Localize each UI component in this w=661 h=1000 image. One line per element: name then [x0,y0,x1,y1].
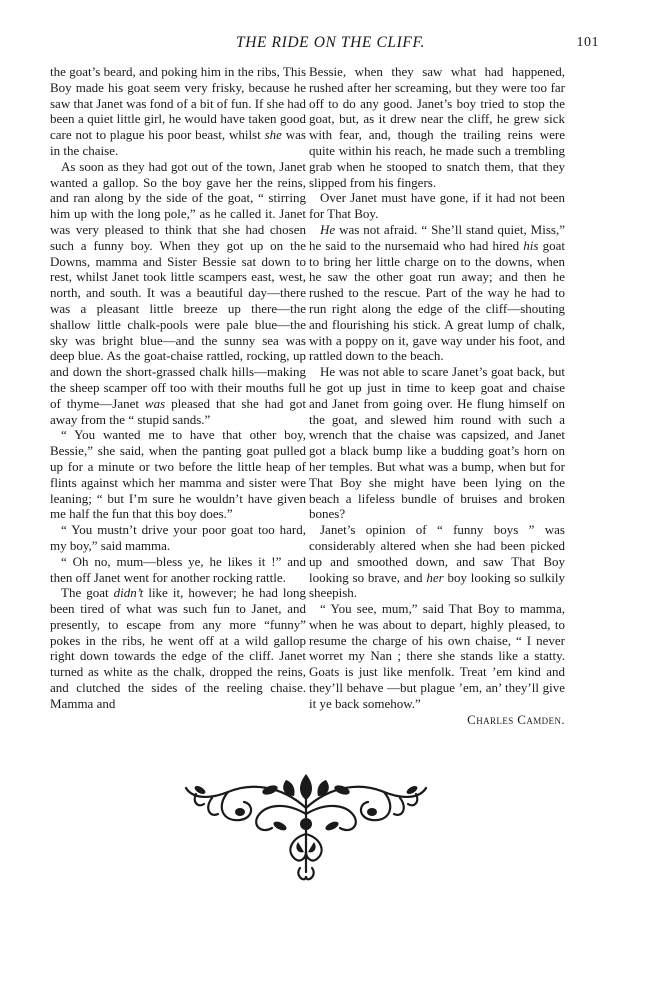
paragraph: “ Oh no, mum—bless ye, he likes it !” and then off Janet went for another rocking rattle. [50,553,306,585]
paragraph: The goat didn’t like it, however; he had long been tired of what was such fun to Janet, and presently, to escape from any more “funny” pokes in the ribs, he went off at a wild gallop right down towards the edge of the cliff. Janet turned as white as the chalk, dropped the reins, and clutched the sides of the reeling chaise. Mamma and [50,585,306,711]
paragraph: As soon as they had got out of the town, Janet wanted a gallop. So the boy gave her the reins, and ran along by the side of the goat, “ stirring him up with the long pole,” as he called it. Janet was very pleased to think that she had chosen such a funny boy. When they got up on the Downs, mamma and Sister Bessie sat down to rest, whilst Janet took little scampers east, west, north, and south. It was a beautiful day—there was a pleasant little breeze up there—the shallow little chalk-pools were pale blue—the sky was bright blue—and the sunny sea was deep blue. As the goat-chaise rattled, rocking, up and down the short-grassed chalk hills—making the sheep scamper off too with their mouths full of thyme—Janet was pleased that she had got away from the “ stupid sands.” [50,158,306,427]
paragraph: “ You see, mum,” said That Boy to mamma, when he was about to depart, highly pleased, to resume the charge of his own chaise, “ I never worret my Nan ; there she stands like a statty. Goats is just like menfolk. Treat ’em kind and they’ll behave —but plague ’em, an’ they’ll give it ye back somehow.” [309,601,565,711]
paragraph: He was not able to scare Janet’s goat back, but he got up just in time to keep goat and chaise and Janet from going over. He flung himself on the goat, and slewed him round with such a wrench that the chaise was capsized, and Janet got a black bump like a budding goat’s horn on her temples. But what was a bump, when but for That Boy she might have been lying on the beach a lifeless bundle of bruises and broken bones? [309,364,565,522]
floral-scroll-ornament-icon [182,768,430,886]
left-column [50,64,306,712]
paragraph: “ You wanted me to have that other boy, Bessie,” she said, when the panting goat pulled up for a minute or two before the little heap of flints against which her mamma and sister were leaning; “ but I’m sure he wouldn’t have given me half the fun that this boy does.” [50,427,306,522]
paragraph: Over Janet must have gone, if it had not been for That Boy. [309,190,565,222]
running-header [0,34,661,54]
paragraph: the goat’s beard, and poking him in the ribs, This Boy made his goat seem very frisky, because he saw that Janet was fond of a bit of fun. If she had been a quiet little girl, he would have taken good care not to plague his poor beast, whilst she was in the chaise. [50,64,306,158]
page-number: 101 [576,35,599,50]
paragraph: Bessie, when they saw what had happened, rushed after her screaming, but they were too far off to do any good. Janet’s boy tried to stop the goat, but, as it drew near the cliff, he grew sick with fear, and, though the trailing reins were quite within his reach, he made such a trembling grab when he stooped to snatch them, that they slipped from his fingers. [309,64,565,190]
author-signature: Charles Camden. [467,711,565,727]
right-column [309,64,565,727]
page-title: THE RIDE ON THE CLIFF. [235,34,426,51]
paragraph: He was not afraid. “ She’ll stand quiet, Miss,” he said to the nursemaid who had hired his goat to bring her little charge on to the downs, when he saw the other goat run away; and then he rushed to the rescue. Part of the way he had to run right along the edge of the cliff—shouting and flourishing his stick. A great lump of chalk, with a poppy on it, gave way under his foot, and rattled down to the beach. [309,221,565,364]
paragraph: “ You mustn’t drive your poor goat too hard, my boy,” said mamma. [50,522,306,553]
paragraph: Janet’s opinion of “ funny boys ” was considerably altered when she had been picked up and smoothed down, and saw That Boy looking so brave, and her boy looking so sulkily sheepish. [309,522,565,601]
